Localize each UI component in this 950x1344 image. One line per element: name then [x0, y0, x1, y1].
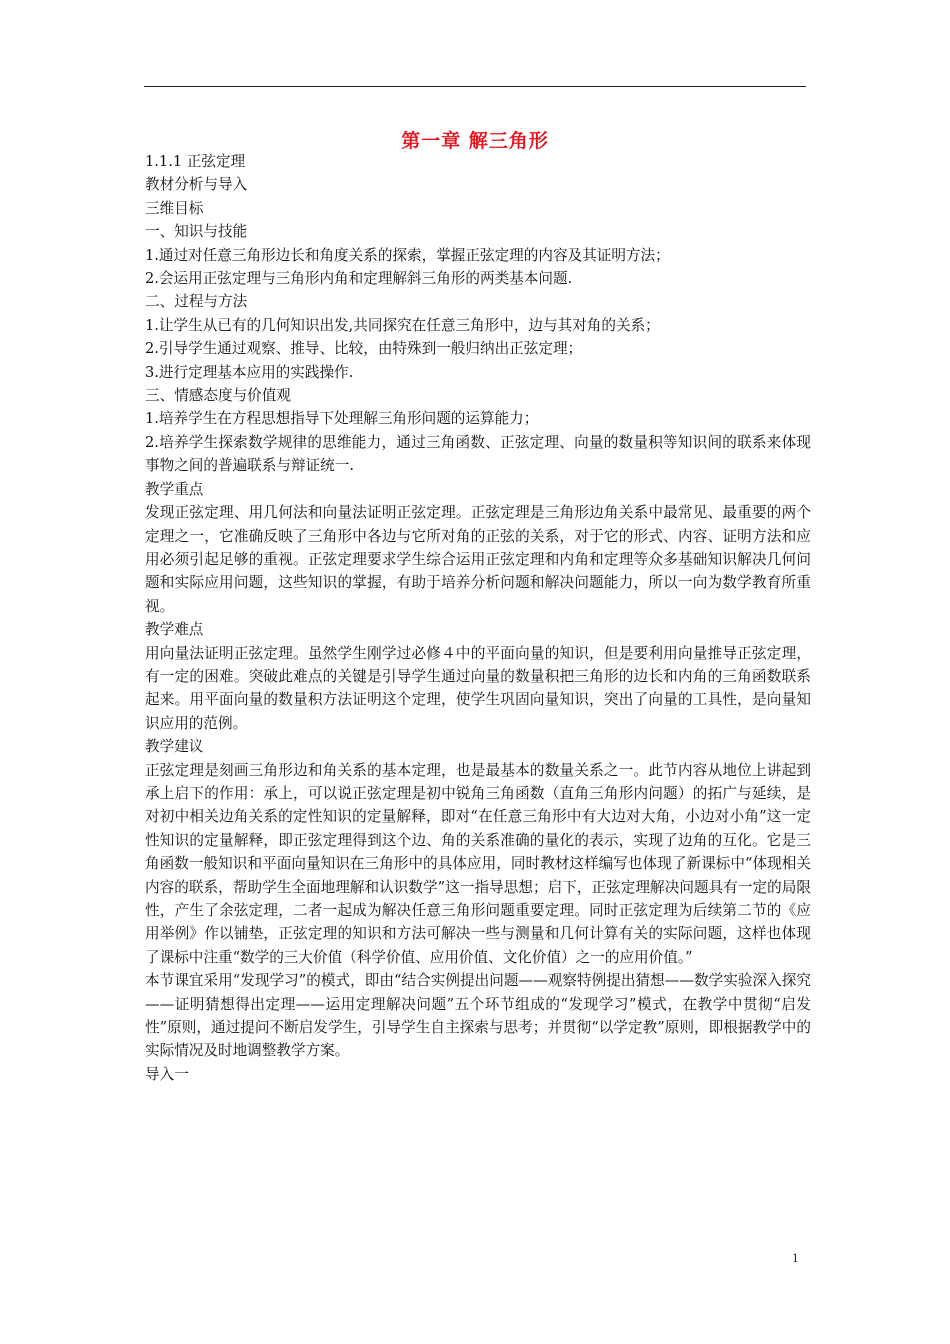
subheading: 教学难点 — [145, 621, 204, 639]
paragraph: 3.进行定理基本应用的实践操作. — [145, 363, 354, 381]
chapter-title: 第一章 解三角形 — [401, 130, 549, 152]
section-heading: 1.1.1 正弦定理 — [145, 153, 246, 170]
subheading: 导入一 — [145, 1065, 189, 1083]
subheading: 二、过程与方法 — [145, 293, 248, 311]
paragraph: 2.会运用正弦定理与三角形内角和定理解斜三角形的两类基本问题. — [145, 270, 573, 288]
subheading: 教材分析与导入 — [145, 176, 248, 194]
paragraph: 1.让学生从已有的几何知识出发,共同探究在任意三角形中，边与其对角的关系； — [145, 316, 660, 334]
paragraph: 1.培养学生在方程思想指导下处理解三角形问题的运算能力； — [145, 410, 539, 428]
subheading: 三、情感态度与价值观 — [145, 387, 291, 405]
paragraph: 2.引导学生通过观察、推导、比较，由特殊到一般归纳出正弦定理； — [145, 340, 583, 358]
paragraph: 用向量法证明正弦定理。虽然学生刚学过必修４中的平面向量的知识，但是要利用向量推导正弦定理，有一定的困难。突破此难点的关键是引导学生通过向量的数量积把三角形的边长和内角的三角函数联系起来。用平面向量的数量积方法证明这个定理，使学生巩固向量知识，突出了向量的工具性，是向量知识应用的范例。 — [145, 644, 811, 732]
body-text — [145, 150, 811, 1086]
subheading: 教学建议 — [145, 738, 204, 756]
header-rule — [144, 86, 806, 87]
subheading: 一、知识与技能 — [145, 223, 248, 241]
paragraph: 发现正弦定理、用几何法和向量法证明正弦定理。正弦定理是三角形边角关系中最常见、最重要的两个定理之一，它准确反映了三角形中各边与它所对角的正弦的关系，对于它的形式、内容、证明方法和应用必须引起足够的重视。正弦定理要求学生综合运用正弦定理和内角和定理等众多基础知识解决几何问题和实际应用问题，这些知识的掌握，有助于培养分析问题和解决问题能力，所以一向为数学教育所重视。 — [145, 504, 811, 615]
paragraph: 2.培养学生探索数学规律的思维能力，通过三角函数、正弦定理、向量的数量积等知识间的联系来体现事物之间的普遍联系与辩证统一. — [145, 433, 811, 475]
page-number: 1 — [792, 1250, 799, 1265]
paragraph: 正弦定理是刻画三角形边和角关系的基本定理，也是最基本的数量关系之一。此节内容从地位上讲起到承上启下的作用：承上，可以说正弦定理是初中锐角三角函数（直角三角形内问题）的拓广与延续，是对初中相关边角关系的定性知识的定量解释，即对“在任意三角形中有大边对大角，小边对小角”这一定性知识的定量解释，即正弦定理得到这个边、角的关系准确的量化的表示，实现了边角的互化。它是三角函数一般知识和平面向量知识在三角形中的具体应用，同时教材这样编写也体现了新课标中“体现相关内容的联系，帮助学生全面地理解和认识数学”这一指导思想；启下，正弦定理解决问题具有一定的局限性，产生了余弦定理，二者一起成为解决任意三角形问题重要定理。同时正弦定理为后续第二节的《应用举例》作以铺垫，正弦定理的知识和方法可解决一些与测量和几何计算有关的实际问题，这样也体现了课标中注重“数学的三大价值（科学价值、应用价值、文化价值）之一的应用价值。” — [145, 761, 811, 966]
subheading: 三维目标 — [145, 199, 204, 217]
paragraph: 1.通过对任意三角形边长和角度关系的探索，掌握正弦定理的内容及其证明方法； — [145, 246, 670, 264]
paragraph: 本节课宜采用“发现学习”的模式，即由“结合实例提出问题——观察特例提出猜想——数学实验深入探究——证明猜想得出定理——运用定理解决问题”五个环节组成的“发现学习”模式，在教学中贯彻“启发性”原则，通过提问不断启发学生，引导学生自主探索与思考；并贯彻“以学定教”原则，即根据教学中的实际情况及时地调整教学方案。 — [145, 972, 811, 1060]
subheading: 教学重点 — [145, 480, 204, 498]
